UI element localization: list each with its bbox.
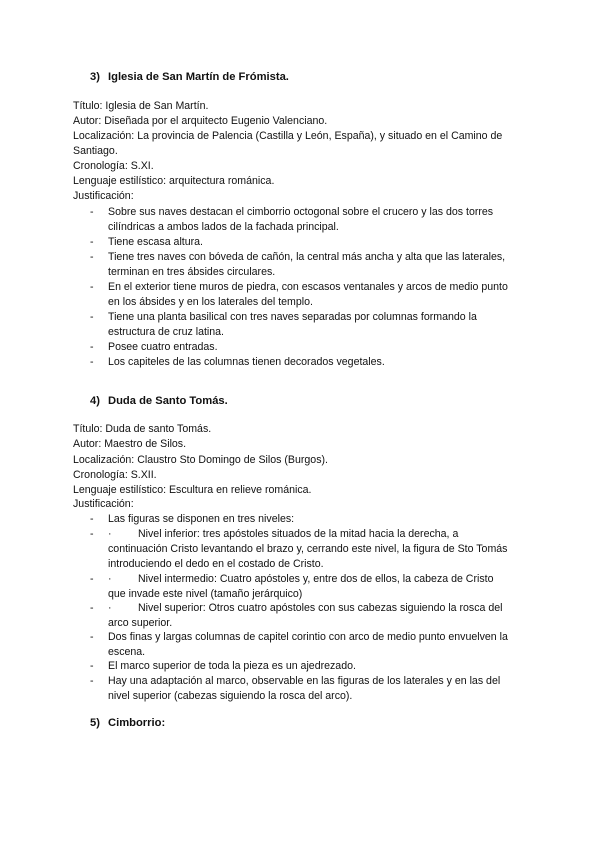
list-item-line: que invade este nivel (tamaño jerárquico)	[108, 588, 303, 600]
field-justificacion: Justificación:	[73, 190, 134, 202]
list-item-line: estructura de cruz latina.	[108, 326, 224, 338]
list-item-line: Sobre sus naves destacan el cimborrio octogonal sobre el crucero y las dos torres	[108, 206, 494, 218]
section-4-heading	[90, 395, 228, 407]
list-item-line: Tiene una planta basilical con tres naves separadas por columnas formando la	[108, 311, 477, 323]
field-titulo: Título: Iglesia de San Martín.	[73, 100, 209, 112]
field-titulo: Título: Duda de santo Tomás.	[73, 423, 212, 435]
bullet-dash: -	[90, 251, 94, 263]
list-item-line: Los capiteles de las columnas tienen decorados vegetales.	[108, 356, 385, 368]
section-5-heading	[90, 717, 165, 729]
list-item-line: Posee cuatro entradas.	[108, 341, 218, 353]
field-autor: Autor: Diseñada por el arquitecto Eugenio Valenciano.	[73, 115, 328, 127]
list-item-line: Nivel superior: Otros cuatro apóstoles con sus cabezas siguiendo la rosca del	[138, 602, 503, 614]
bullet-dash: -	[90, 675, 94, 687]
list-item	[90, 310, 530, 340]
sub-bullet-dot: ·	[108, 573, 112, 585]
list-item	[90, 527, 530, 572]
field-autor: Autor: Maestro de Silos.	[73, 438, 187, 450]
list-item	[90, 572, 530, 602]
list-item	[90, 280, 530, 310]
field-cronologia: Cronología: S.XII.	[73, 469, 157, 481]
list-item	[90, 250, 530, 280]
section-3-number: 3)	[90, 71, 100, 83]
section-3-title: Iglesia de San Martín de Frómista.	[108, 71, 289, 83]
list-item	[90, 630, 530, 660]
section-3-heading	[90, 71, 289, 83]
bullet-dash: -	[90, 281, 94, 293]
list-item-line: nivel superior (cabezas siguiendo la rosca del arco).	[108, 690, 353, 702]
bullet-dash: -	[90, 236, 94, 248]
sub-bullet-dot: ·	[108, 602, 112, 614]
field-justificacion: Justificación:	[73, 498, 134, 510]
field-localizacion-cont: Santiago.	[73, 145, 118, 157]
bullet-dash: -	[90, 513, 94, 525]
list-item	[90, 601, 530, 631]
section-4-title: Duda de Santo Tomás.	[108, 395, 228, 407]
section-5-number: 5)	[90, 717, 100, 729]
list-item-line: arco superior.	[108, 617, 173, 629]
list-item-line: Nivel intermedio: Cuatro apóstoles y, entre dos de ellos, la cabeza de Cristo	[138, 573, 494, 585]
list-item	[90, 674, 530, 704]
list-item-line: En el exterior tiene muros de piedra, con escasos ventanales y arcos de medio punto	[108, 281, 508, 293]
section-5-title: Cimborrio:	[108, 717, 166, 729]
bullet-dash: -	[90, 602, 94, 614]
list-item	[90, 355, 530, 370]
field-localizacion: Localización: La provincia de Palencia (Castilla y León, España), y situado en el Camino de	[73, 130, 503, 142]
list-item-line: Tiene tres naves con bóveda de cañón, la central más ancha y alta que las laterales,	[108, 251, 506, 263]
bullet-dash: -	[90, 573, 94, 585]
list-item-line: Dos finas y largas columnas de capitel corintio con arco de medio punto envuelven la	[108, 631, 508, 643]
section-4-number: 4)	[90, 395, 100, 407]
bullet-dash: -	[90, 631, 94, 643]
list-item-line: Hay una adaptación al marco, observable en las figuras de los laterales y en las del	[108, 675, 501, 687]
list-item-line: continuación Cristo levantando el brazo y, cerrando este nivel, la figura de Sto Tomás	[108, 543, 508, 555]
field-lenguaje: Lenguaje estilístico: arquitectura románica.	[73, 175, 275, 187]
bullet-dash: -	[90, 356, 94, 368]
bullet-dash: -	[90, 528, 94, 540]
sub-bullet-dot: ·	[108, 528, 112, 540]
list-item	[90, 659, 530, 674]
field-localizacion: Localización: Claustro Sto Domingo de Silos (Burgos).	[73, 454, 328, 466]
bullet-dash: -	[90, 206, 94, 218]
list-item	[90, 205, 530, 235]
field-lenguaje: Lenguaje estilístico: Escultura en relieve románica.	[73, 484, 312, 496]
list-item-line: en los ábsides y en los laterales del templo.	[108, 296, 313, 308]
list-item-line: Las figuras se disponen en tres niveles:	[108, 513, 295, 525]
list-item-line: escena.	[108, 646, 146, 658]
list-item-line: introduciendo el dedo en el costado de Cristo.	[108, 558, 324, 570]
list-item-line: Nivel inferior: tres apóstoles situados de la mitad hacia la derecha, a	[138, 528, 459, 540]
field-cronologia: Cronología: S.XI.	[73, 160, 154, 172]
bullet-dash: -	[90, 341, 94, 353]
list-item	[90, 512, 530, 527]
list-item-line: Tiene escasa altura.	[108, 236, 204, 248]
list-item-line: terminan en tres ábsides circulares.	[108, 266, 276, 278]
list-item	[90, 340, 530, 355]
list-item	[90, 235, 530, 250]
list-item-line: El marco superior de toda la pieza es un ajedrezado.	[108, 660, 356, 672]
list-item-line: cilíndricas a ambos lados de la fachada principal.	[108, 221, 339, 233]
bullet-dash: -	[90, 660, 94, 672]
bullet-dash: -	[90, 311, 94, 323]
